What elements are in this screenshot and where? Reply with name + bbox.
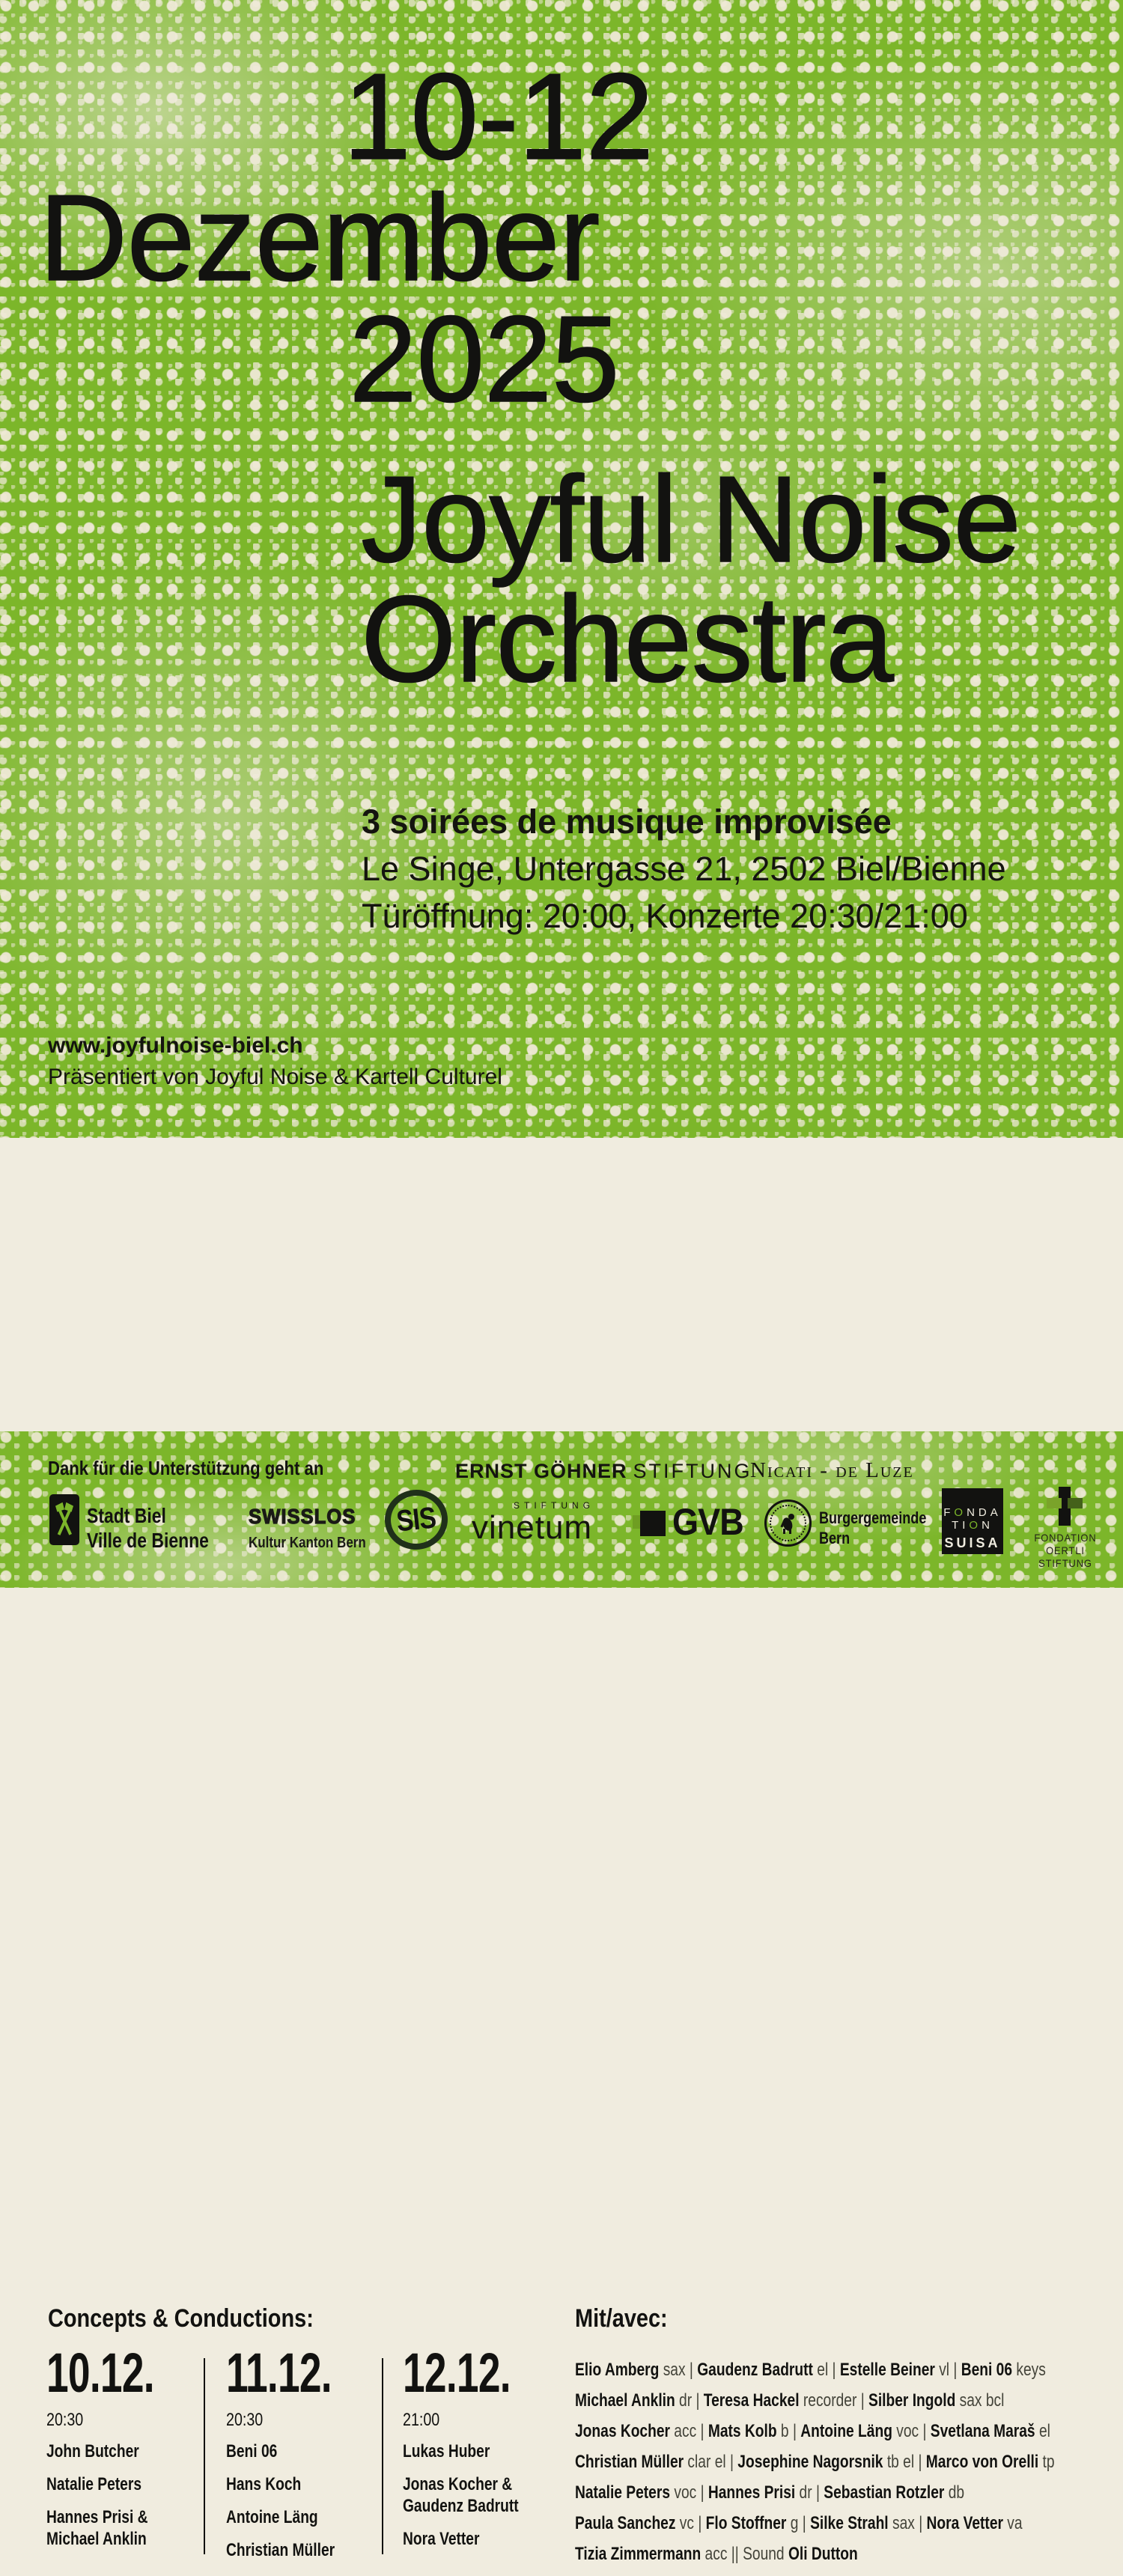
lineup-list (575, 2361, 1099, 2576)
sponsors-section (0, 1431, 1123, 1588)
nicati-de-luze-logo: Nicati - de Luze (750, 1458, 914, 1482)
column-divider (382, 2358, 383, 2554)
sis-ring-logo (382, 1487, 451, 1553)
lineup-row: Tizia Zimmermann acc || Sound Oli Dutton (575, 2544, 858, 2564)
title-dates: 10-12 (343, 48, 654, 185)
burgergemeinde-line1: Burgergemeinde (819, 1508, 927, 1527)
stadt-biel-axes-icon (49, 1494, 79, 1545)
burgergemeinde-seal-icon (764, 1499, 812, 1547)
lineup-row: Paula Sanchez vc | Flo Stoffner g | Silke Strahl sax | Nora Vetter va (575, 2513, 1023, 2533)
swisslos-logo (249, 1505, 386, 1552)
event-venue: Le Singe, Untergasse 21, 2502 Biel/Bienne (362, 850, 1006, 888)
program-heading: Concepts & Conductions: (48, 2304, 314, 2333)
program-artist: John Butcher (46, 2441, 139, 2461)
program-date: 12.12. (403, 2342, 511, 2404)
lineup-row: Michael Anklin dr | Teresa Hackel recorder | Silber Ingold sax bcl (575, 2390, 1005, 2411)
program-artist: Nora Vetter (403, 2529, 480, 2549)
lineup-row: Elio Amberg sax | Gaudenz Badrutt el | Estelle Beiner vl | Beni 06 keys (575, 2360, 1046, 2380)
suisa-line1: FONDA (943, 1506, 1002, 1519)
stadt-biel-logo-text (87, 1503, 209, 1553)
swisslos-subline: Kultur Kanton Bern (249, 1535, 366, 1551)
gvb-wordmark: GVB (672, 1501, 743, 1543)
event-info-block (362, 798, 1006, 940)
swisslos-wordmark: SWISSLOS (249, 1505, 356, 1528)
vinetum-stiftung: STIFTUNG (514, 1500, 594, 1511)
program-artist-list (226, 2440, 391, 2561)
oertli-cross-icon (1047, 1487, 1083, 1526)
fondation-suisa-box (942, 1488, 1003, 1554)
oertli-line3: STIFTUNG (1038, 1557, 1092, 1569)
program-artist: Lukas Huber (403, 2441, 490, 2461)
gvb-square-icon (633, 1505, 667, 1539)
website-url: www.joyfulnoise-biel.ch (48, 1033, 303, 1058)
program-date: 11.12. (226, 2342, 332, 2404)
top-halftone-section (0, 0, 1123, 1138)
gvb-black-square (640, 1511, 666, 1536)
title-orchestra-name-line1: Joyful Noise (361, 451, 1021, 588)
lineup-row: Natalie Peters voc | Hannes Prisi dr | Sebastian Rotzler db (575, 2482, 965, 2503)
program-artist: Hans Koch (226, 2474, 302, 2494)
stadt-biel-line2: Ville de Bienne (87, 1529, 209, 1552)
title-orchestra-name-line2: Orchestra (361, 570, 893, 707)
program-day-column (403, 2342, 567, 2561)
oertli-green-bar (1047, 1498, 1062, 1508)
presented-by: Präsentiert von Joyful Noise & Kartell Culturel (48, 1065, 502, 1089)
stadt-biel-line1: Stadt Biel (87, 1504, 166, 1527)
ernst-goehner-logo (455, 1460, 752, 1483)
program-artist: Antoine Läng (226, 2507, 318, 2527)
seal-ring (770, 1505, 806, 1541)
vinetum-wordmark: vinetum (472, 1509, 593, 1546)
lineup-row: Christian Müller clar el | Josephine Nagorsnik tb el | Marco von Orelli tp (575, 2452, 1055, 2472)
oertli-line2: OERTLI (1046, 1544, 1085, 1556)
program-day-column (226, 2342, 391, 2572)
suisa-line2: TION (952, 1519, 993, 1532)
sis-text: SIS (395, 1500, 438, 1538)
program-time: 20:30 (226, 2410, 264, 2430)
program-artist: Jonas Kocher & Gaudenz Badrutt (403, 2474, 519, 2516)
program-date: 10.12. (46, 2342, 154, 2404)
program-artist-list (403, 2440, 567, 2550)
column-divider (204, 2358, 205, 2554)
program-artist: Christian Müller (226, 2540, 335, 2560)
program-artist: Hannes Prisi & Michael Anklin (46, 2507, 148, 2549)
oertli-logo-text (1025, 1532, 1107, 1570)
burgergemeinde-logo-text (819, 1508, 926, 1548)
program-day-column (46, 2342, 211, 2561)
program-time: 20:30 (46, 2410, 84, 2430)
oertli-line1: FONDATION (1034, 1532, 1097, 1544)
ernst-goehner-bold: ERNST GÖHNER (455, 1460, 627, 1482)
crossed-axes-icon (52, 1499, 76, 1541)
event-subtitle: 3 soirées de musique improvisée (362, 803, 892, 841)
program-time: 21:00 (403, 2410, 440, 2430)
burgergemeinde-line2: Bern (819, 1529, 850, 1547)
program-artist-list (46, 2440, 211, 2550)
website-block (48, 1030, 502, 1093)
title-year: 2025 (349, 290, 619, 427)
lineup-heading: Mit/avec: (575, 2304, 668, 2333)
program-artist: Beni 06 (226, 2441, 278, 2461)
lineup-row: Jonas Kocher acc | Mats Kolb b | Antoine Läng voc | Svetlana Maraš el (575, 2421, 1050, 2441)
event-times: Türöffnung: 20:00, Konzerte 20:30/21:00 (362, 897, 968, 935)
program-artist: Natalie Peters (46, 2474, 142, 2494)
title-month: Dezember (39, 169, 600, 306)
ernst-goehner-light: STIFTUNG (633, 1460, 752, 1482)
thanks-text: Dank für die Unterstützung geht an (48, 1457, 324, 1479)
oertli-dark-bar (1068, 1498, 1083, 1508)
vinetum-logo (472, 1500, 614, 1545)
suisa-line3: SUISA (944, 1535, 1001, 1550)
